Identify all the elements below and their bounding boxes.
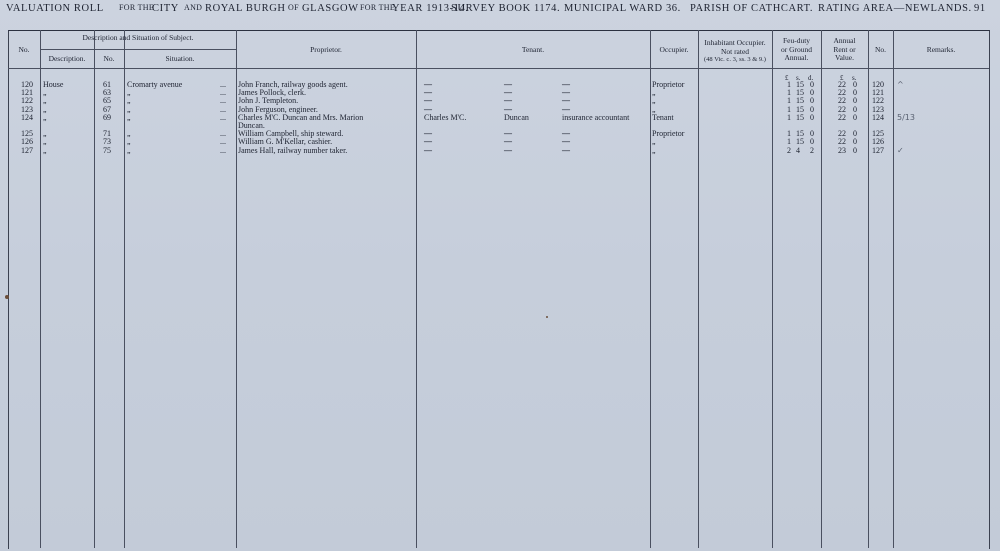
col-feu-line: or Ground (780, 44, 813, 54)
entry-description: „ (43, 112, 47, 122)
paper-speck (5, 295, 9, 299)
col-inhabitant-line: Inhabitant Occupier. (704, 38, 766, 47)
entry-tenant-part: — (424, 96, 432, 106)
entry-feu-shillings: 15 (796, 96, 804, 106)
header-subrule (40, 49, 236, 50)
rent-pound-symbol: £ (840, 74, 844, 82)
entry-rent-pounds: 22 (838, 129, 846, 139)
header-text: CITY (152, 3, 179, 14)
entry-number: 125 (21, 129, 33, 139)
entry-feu-pounds: 1 (787, 88, 791, 98)
entry-feu-shillings: 15 (796, 137, 804, 147)
entry-situation: „ (127, 112, 131, 122)
entry-description: „ (43, 96, 47, 106)
entry-rent-shillings: 0 (853, 96, 857, 106)
entry-situation: „ (127, 96, 131, 106)
header-text: GLASGOW (302, 3, 359, 14)
entry-leader-dots: ... (220, 129, 226, 139)
header-text: FOR THE (360, 3, 396, 12)
entry-house-number: 61 (103, 80, 111, 89)
entry-leader-dots: ... (220, 88, 226, 98)
entry-house-number: 71 (103, 129, 111, 139)
header-text: AND (184, 3, 203, 12)
col-inhabitant-header (698, 39, 772, 65)
entry-tenant-part: — (504, 80, 512, 89)
entry-description: „ (43, 137, 47, 147)
page-number: 91 (974, 3, 986, 14)
header-title: VALUATION ROLL (6, 3, 104, 14)
entry-tenant-part: — (424, 80, 432, 89)
col-inhabitant-line: Not rated (720, 46, 750, 56)
entry-rent-shillings: 0 (853, 88, 857, 98)
col-number-header: No. (103, 54, 115, 63)
entry-house-number: 63 (103, 88, 111, 98)
entry-remark-mark: 5/13 (897, 112, 915, 122)
entry-rent-shillings: 0 (853, 137, 857, 147)
header-rating-area: RATING AREA—NEWLANDS. (818, 3, 972, 14)
page-header (6, 3, 996, 17)
header-survey-book: SURVEY BOOK 1174. (451, 3, 561, 14)
entry-feu-pence: 2 (810, 145, 814, 155)
entry-feu-shillings: 15 (796, 129, 804, 139)
entry-remark-mark: ✓ (897, 145, 904, 155)
entry-proprietor: William G. M'Kellar, cashier. (238, 137, 333, 147)
header-text: FOR THE (119, 3, 155, 12)
entry-tenant-part: insurance accountant (562, 112, 630, 122)
entry-occupier: „ (652, 96, 656, 106)
col-no2-header: No. (874, 45, 887, 54)
col-proprietor-header: Proprietor. (310, 45, 342, 54)
col-no-header: No. (18, 45, 30, 54)
entry-tenant-part: — (424, 88, 432, 98)
entry-feu-pence: 0 (810, 112, 814, 122)
entry-feu-pounds: 1 (787, 104, 791, 114)
entry-leader-dots: ... (220, 96, 226, 106)
entry-feu-pounds: 1 (787, 96, 791, 106)
entry-rent-pounds: 22 (838, 96, 846, 106)
entry-rent-shillings: 0 (853, 104, 857, 114)
entry-feu-pence: 0 (810, 96, 814, 106)
col-description-header: Description. (48, 54, 86, 63)
col-rent-line: Annual (833, 36, 856, 45)
col-tenant-header: Tenant. (521, 45, 545, 54)
entry-tenant-part: Charles M'C. (424, 112, 467, 122)
entry-occupier: „ (652, 145, 656, 155)
entry-rent-pounds: 23 (838, 145, 846, 155)
entry-house-number: 73 (103, 137, 111, 147)
entry-tenant-part: — (504, 137, 512, 147)
entry-number-repeat: 124 (872, 112, 884, 122)
col-description-group-header: Description and Situation of Subject. (82, 33, 194, 42)
entry-description: „ (43, 88, 47, 98)
entry-proprietor: James Pollock, clerk. (238, 88, 306, 98)
entry-feu-pounds: 1 (787, 129, 791, 139)
col-rent-line: Value. (835, 53, 854, 62)
col-feu-line: Feu-duty (782, 36, 811, 45)
entry-description: „ (43, 145, 47, 155)
entry-tenant-part: — (562, 137, 570, 147)
entry-tenant-part: — (424, 137, 432, 147)
entry-tenant-part: — (562, 129, 570, 139)
entry-situation: „ (127, 145, 131, 155)
entry-number-repeat: 123 (872, 104, 884, 114)
entry-feu-pounds: 1 (787, 137, 791, 147)
entry-tenant-part: — (504, 145, 512, 155)
entry-rent-shillings: 0 (853, 145, 857, 155)
entry-number: 127 (21, 145, 33, 155)
entry-rent-shillings: 0 (853, 129, 857, 139)
entry-feu-pence: 0 (810, 137, 814, 147)
entry-leader-dots: ... (220, 137, 226, 147)
entry-proprietor: Charles M'C. Duncan and Mrs. Marion (238, 112, 364, 122)
entry-rent-shillings: 0 (853, 112, 857, 122)
entry-house-number: 69 (103, 112, 111, 122)
entry-leader-dots: ... (220, 80, 226, 89)
entry-rent-pounds: 22 (838, 104, 846, 114)
entry-feu-pence: 0 (810, 80, 814, 89)
entry-feu-shillings: 15 (796, 112, 804, 122)
entry-feu-pounds: 2 (787, 145, 791, 155)
entry-description: „ (43, 129, 47, 139)
header-text: OF (288, 3, 299, 12)
entry-number-repeat: 125 (872, 129, 884, 139)
entry-number: 124 (21, 112, 33, 122)
entry-house-number: 75 (103, 145, 111, 155)
entry-proprietor: John Franch, railway goods agent. (238, 80, 348, 89)
entry-tenant-part: — (562, 88, 570, 98)
entry-tenant-part: — (424, 104, 432, 114)
entry-number-repeat: 127 (872, 145, 884, 155)
entry-description: House (43, 80, 64, 89)
paper-speck (546, 316, 548, 318)
entry-situation: „ (127, 129, 131, 139)
entry-feu-shillings: 15 (796, 80, 804, 89)
feu-shilling-symbol: s. (796, 74, 801, 82)
entry-proprietor: James Hall, railway number taker. (238, 145, 348, 155)
entry-description: „ (43, 104, 47, 114)
entry-occupier: Proprietor (652, 129, 685, 139)
entry-number: 123 (21, 104, 33, 114)
entry-rent-pounds: 22 (838, 112, 846, 122)
entry-feu-pence: 0 (810, 129, 814, 139)
header-parish: PARISH OF CATHCART. (690, 3, 814, 14)
entry-number: 126 (21, 137, 33, 147)
entry-proprietor: John J. Templeton. (238, 96, 299, 106)
entry-feu-pence: 0 (810, 104, 814, 114)
entry-tenant-part: — (562, 80, 570, 89)
entry-remark-mark: ^ (897, 80, 904, 89)
entry-proprietor: William Campbell, ship steward. (238, 129, 344, 139)
entry-feu-pounds: 1 (787, 112, 791, 122)
entry-situation: „ (127, 137, 131, 147)
entry-number-repeat: 121 (872, 88, 884, 98)
entry-leader-dots: ... (220, 104, 226, 114)
entry-number: 120 (21, 80, 33, 89)
entry-tenant-part: — (562, 104, 570, 114)
entry-leader-dots: ... (220, 112, 226, 122)
entry-tenant-part: — (504, 129, 512, 139)
col-feu-duty-header (772, 37, 821, 63)
header-year: YEAR 1913-14. (392, 3, 469, 14)
entry-occupier: Tenant (652, 112, 674, 122)
entry-number-repeat: 120 (872, 80, 884, 89)
entry-number-repeat: 122 (872, 96, 884, 106)
entry-number: 121 (21, 88, 33, 98)
entry-proprietor: John Ferguson, engineer. (238, 104, 318, 114)
col-inhabitant-line: (48 Vic. c. 3, ss. 3 & 9.) (704, 56, 766, 63)
entry-occupier: „ (652, 88, 656, 98)
entry-tenant-part: — (424, 145, 432, 155)
entry-number-repeat: 126 (872, 137, 884, 147)
header-text: ROYAL BURGH (205, 3, 286, 14)
entry-feu-pounds: 1 (787, 80, 791, 89)
entry-leader-dots: ... (220, 145, 226, 155)
entry-tenant-part: — (424, 129, 432, 139)
entry-feu-pence: 0 (810, 88, 814, 98)
entry-tenant-part: — (562, 145, 570, 155)
entry-proprietor: Duncan. (238, 121, 265, 130)
entry-rent-pounds: 22 (838, 137, 846, 147)
col-rent-line: Rent or (833, 44, 856, 54)
entry-tenant-part: — (504, 96, 512, 106)
entry-house-number: 67 (103, 104, 111, 114)
header-ward: MUNICIPAL WARD 36. (564, 3, 681, 14)
feu-pence-symbol: d. (808, 74, 814, 82)
entry-tenant-part: — (504, 104, 512, 114)
col-occupier-header: Occupier. (659, 45, 689, 54)
entry-situation: „ (127, 88, 131, 98)
rent-shilling-symbol: s. (852, 74, 857, 82)
entry-house-number: 65 (103, 96, 111, 106)
col-situation-header: Situation. (165, 54, 195, 63)
col-annual-rent-header (821, 37, 868, 63)
entry-tenant-part: — (562, 96, 570, 106)
entry-feu-shillings: 15 (796, 88, 804, 98)
col-feu-line: Annual. (784, 53, 809, 62)
entry-feu-shillings: 4 (796, 145, 800, 155)
table-row (0, 146, 1000, 155)
col-remarks-header: Remarks. (926, 45, 956, 54)
entry-situation: „ (127, 104, 131, 114)
entry-situation: Cromarty avenue (127, 80, 183, 89)
feu-pound-symbol: £ (785, 74, 789, 82)
entry-rent-pounds: 22 (838, 80, 846, 89)
entry-tenant-part: Duncan (504, 112, 529, 122)
entry-number: 122 (21, 96, 33, 106)
entry-occupier: Proprietor (652, 80, 685, 89)
entry-tenant-part: — (504, 88, 512, 98)
entry-rent-shillings: 0 (853, 80, 857, 89)
header-bottom-rule (8, 68, 989, 69)
entry-feu-shillings: 15 (796, 104, 804, 114)
entry-rent-pounds: 22 (838, 88, 846, 98)
entry-occupier: „ (652, 137, 656, 147)
entry-occupier: „ (652, 104, 656, 114)
